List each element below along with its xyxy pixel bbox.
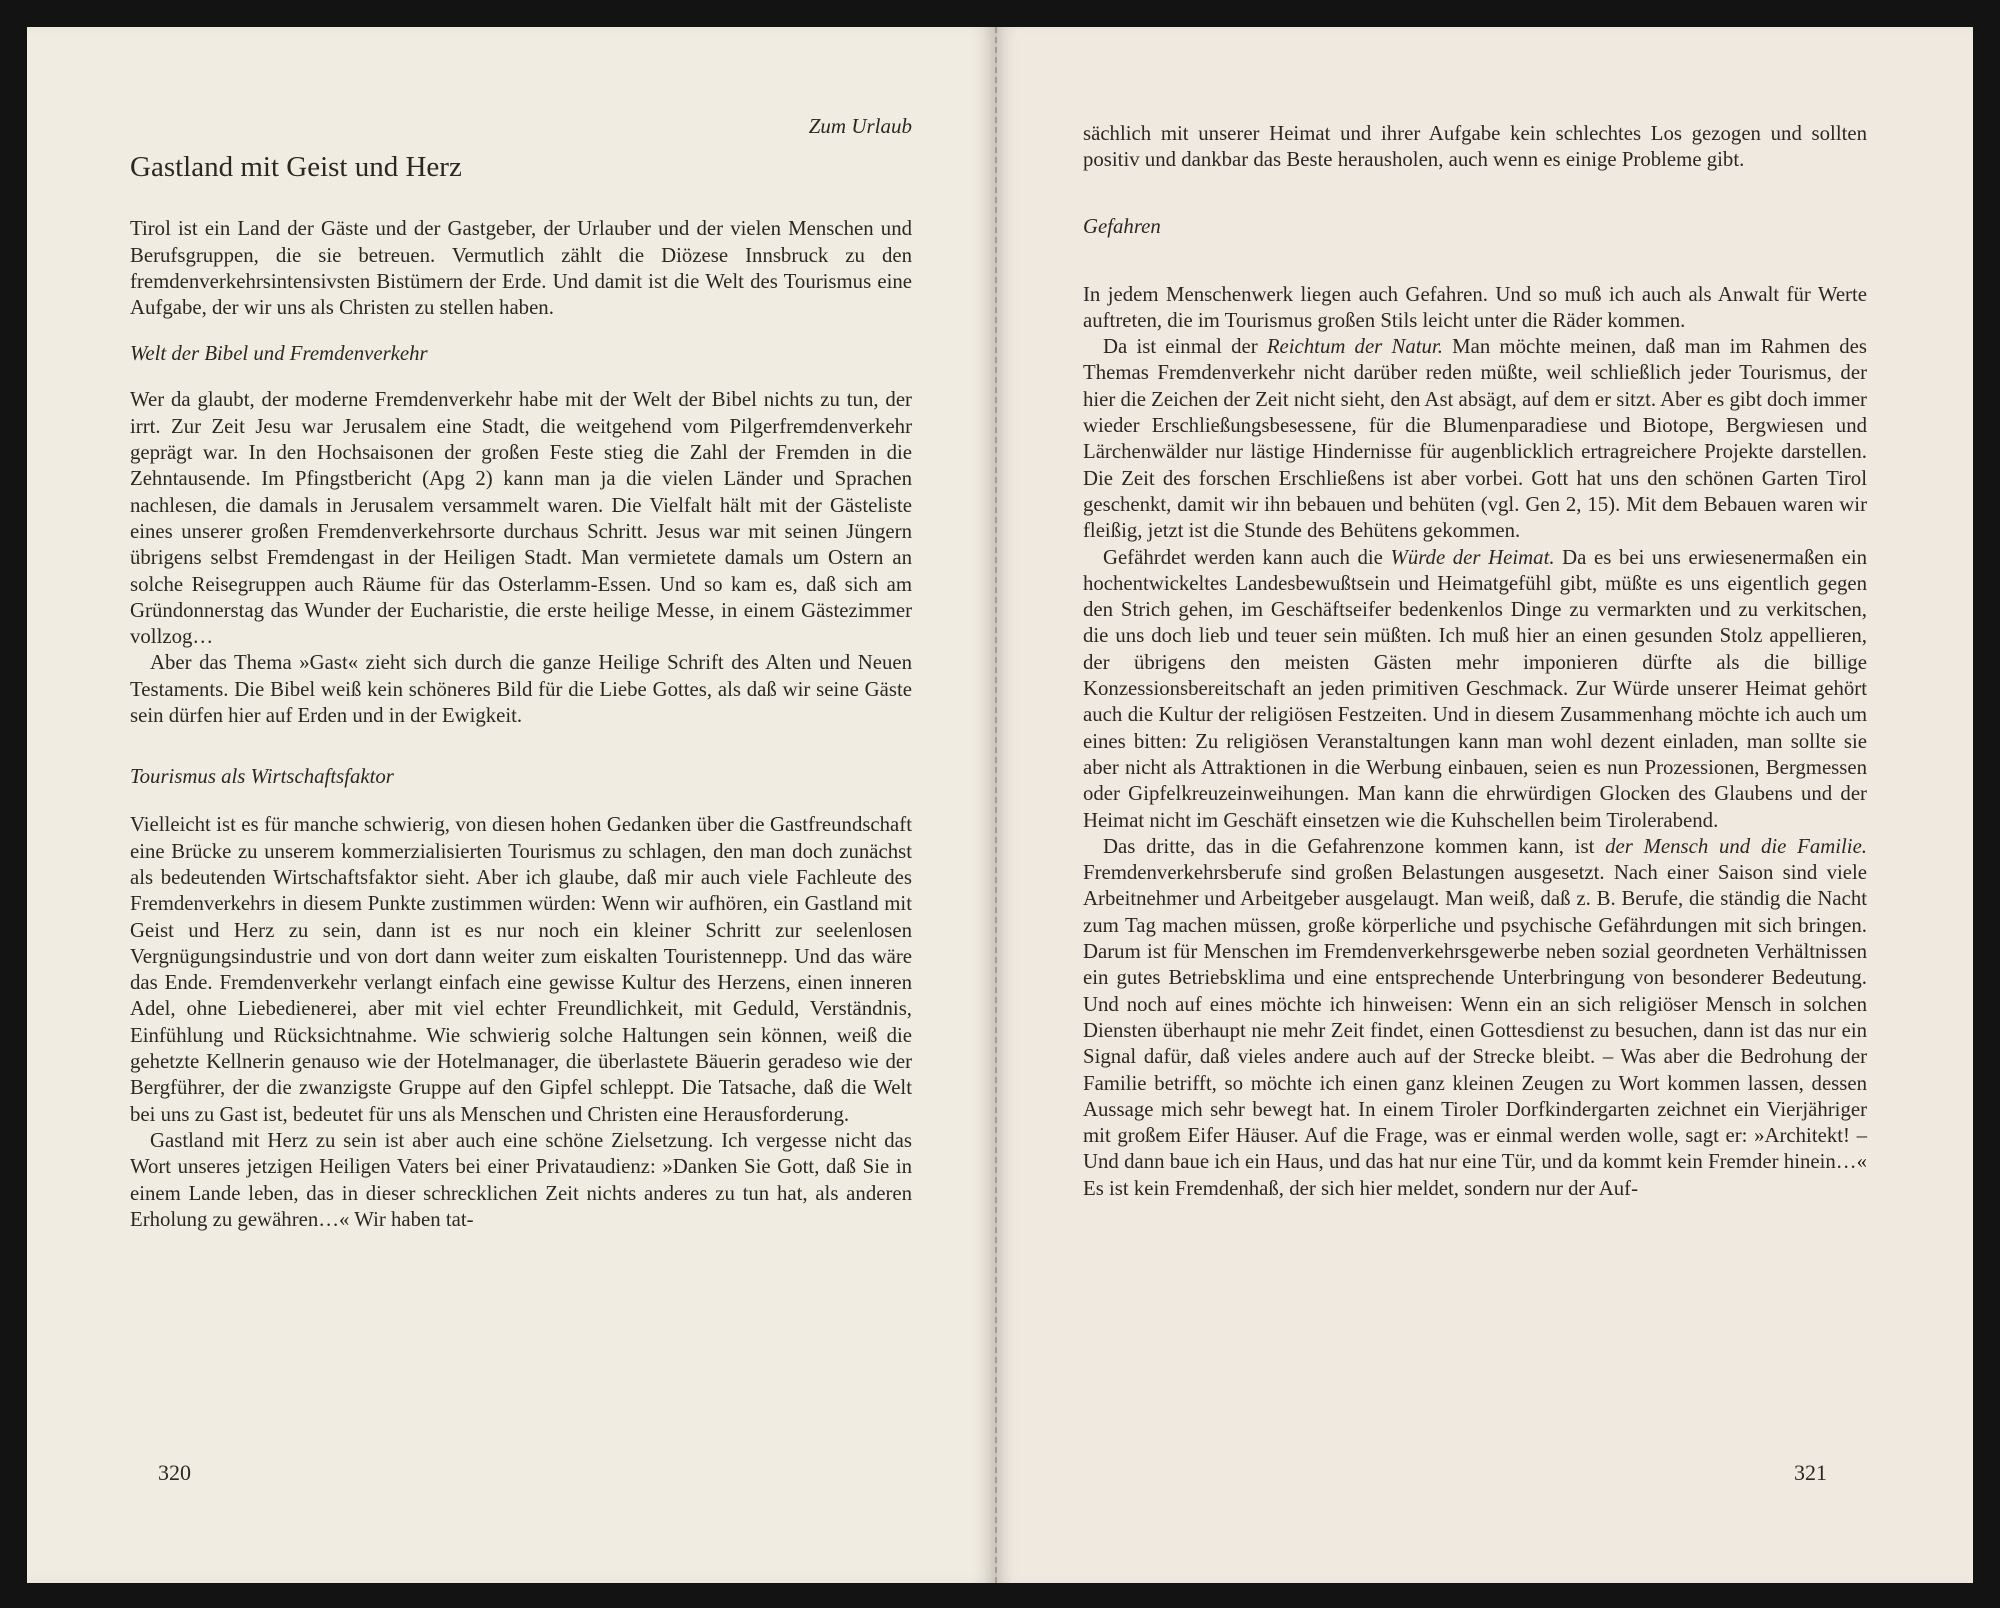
paragraph-gast: Aber das Thema »Gast« zieht sich durch die ganze Heilige Schrift des Alten und Neuen Testaments. Die Bibel weiß kein schöneres Bild für die Liebe Gottes, als daß wir seine Gäste sein dürfen hier auf Erden und in der Ewigkeit. [130, 651, 912, 728]
paragraph-familie [1083, 834, 1867, 1202]
text-run: Da ist einmal der [1103, 335, 1267, 359]
left-page-text [130, 113, 912, 1233]
paragraph-natur [1083, 334, 1867, 544]
section-heading-bibel: Welt der Bibel und Fremdenverkehr [130, 342, 428, 366]
page-number-right: 321 [1794, 1460, 1827, 1485]
paragraph-continuation: sächlich mit unserer Heimat und ihrer Aufgabe kein schlechtes Los gezogen und sollten positiv und dankbar das Beste herausholen, auch wenn es einige Probleme gibt. [1083, 122, 1867, 172]
paragraph-bibel: Wer da glaubt, der moderne Fremdenverkehr habe mit der Welt der Bibel nichts zu tun, der irrt. Zur Zeit Jesu war Jerusalem eine Stadt, die weitgehend vom Pilgerfremdenverkehr geprägt war. In den Hochsaisonen der großen Feste stieg die Zahl der Fremden in die Zehntausende. Im Pfingstbericht (Apg 2) kann man ja die vielen Länder und Sprachen nachlesen, die damals in Jerusalem versammelt waren. Die Vielfalt hält mit der Gästeliste eines unserer großen Fremdenverkehrsorte durchaus Schritt. Jesus war mit seinen Jüngern übrigens selbst Fremdengast in der Heiligen Stadt. Man vermietete damals um Ostern an solche Reisegruppen auch Räume für das Osterlamm-Essen. Und so kam es, daß sich am Gründonnerstag das Wunder der Eucharistie, die erste heilige Messe, in einem Gästezimmer vollzog… [130, 388, 912, 649]
text-run: Da es bei uns erwiesenermaßen ein hochentwickeltes Landesbewußtsein und Heimatgefühl gibt, müßte es uns eigentlich gegen den Strich gehen, im Geschäftseifer bedenkenlos Dinge zu vermarkten und zu verkitschen, die uns doch lieb und teuer sein müßten. Ich muß hier an einen gesunden Stolz appellieren, der übrigens den meisten Gästen mehr imponieren dürfte als die billige Konzessionsbereitschaft an jeden primitiven Geschmack. Zur Würde unserer Heimat gehört auch die Kultur der religiösen Festzeiten. Und in diesem Zusammenhang möchte ich auch um eines bitten: Zu religiösen Veranstaltungen kann man wohl dezent einladen, man sollte sie aber nicht als Attraktionen in die Werbung einbauen, seien es nun Prozessionen, Bergmessen oder Gipfelkreuzeinweihungen. Man kann die ehrwürdigen Glocken des Glaubens und der Heimat nicht im Geschäft einsetzen wie die Kuhschellen beim Tirolerabend. [1083, 545, 1867, 832]
section-heading-gefahren: Gefahren [1083, 214, 1161, 238]
article-title: Gastland mit Geist und Herz [130, 151, 462, 184]
paragraph-intro: Tirol ist ein Land der Gäste und der Gastgeber, der Urlauber und der vielen Menschen und Berufsgruppen, die sie betreuen. Vermutlich zählt die Diözese Innsbruck zu den fremdenverkehrsintensivsten Bistümern der Erde. Und damit ist die Welt des Tourismus eine Aufgabe, der wir uns als Christen zu stellen haben. [130, 217, 912, 320]
paragraph-heimat [1083, 545, 1867, 834]
right-page-text [1083, 121, 1867, 1202]
section-heading-tourismus: Tourismus als Wirtschaftsfaktor [130, 765, 394, 789]
book-gutter [995, 27, 999, 1583]
text-run: Das dritte, das in die Gefahrenzone kommen kann, ist [1103, 834, 1606, 858]
emphasis: der Mensch und die Familie. [1605, 834, 1867, 858]
paragraph-gefahren: In jedem Menschenwerk liegen auch Gefahren. Und so muß ich auch als Anwalt für Werte auftreten, die im Tourismus großen Stils leicht unter die Räder kommen. [1083, 282, 1867, 332]
text-run: Gefährdet werden kann auch die [1103, 545, 1391, 569]
paragraph-tourismus: Vielleicht ist es für manche schwierig, von diesen hohen Gedanken über die Gastfreundschaft eine Brücke zu unserem kommerzialisierten Tourismus zu schlagen, den man doch zunächst als bedeutenden Wirtschaftsfaktor sieht. Aber ich glaube, daß mir auch viele Fachleute des Fremdenverkehrs in diesem Punkte zustimmen würden: Wenn wir aufhören, ein Gastland mit Geist und Herz zu sein, dann ist es nur noch ein kleiner Schritt zur seelenlosen Vergnügungsindustrie und von dort dann weiter zum eiskalten Touristennepp. Und das wäre das Ende. Fremdenverkehr verlangt einfach eine gewisse Kultur des Herzens, einen inneren Adel, ohne Liebedienerei, aber mit viel echter Freundlichkeit, mit Geduld, Verständnis, Einfühlung und Rücksichtnahme. Wie schwierig solche Haltungen sein können, weiß die gehetzte Kellnerin genauso wie der Hotelmanager, die überlastete Bäuerin geradeso wie der Bergführer, der die zwanzigste Gruppe auf den Gipfel schleppt. Die Tatsache, daß die Welt bei uns zu Gast ist, bedeutet für uns als Menschen und Christen eine Herausforderung. [130, 813, 912, 1126]
emphasis: Würde der Heimat. [1390, 545, 1555, 569]
emphasis: Reichtum der Natur. [1266, 335, 1443, 359]
text-run: Man möchte meinen, daß man im Rahmen des Themas Fremdenverkehr nicht darüber reden müßte, weil schließlich jeder Tourismus, der hier die Zeichen der Zeit nicht sieht, den Ast absägt, auf dem er sitzt. Aber es gibt doch immer wieder Erschließungsbesessene, für die Blumenparadiese und Biotope, Bergwiesen und Lärchenwälder nur lästige Hindernisse für augenblicklich ertragreichere Projekte darstellen. Die Zeit des forschen Erschließens ist aber vorbei. Gott hat uns den schönen Garten Tirol geschenkt, damit wir ihn bebauen und behüten (vgl. Gen 2, 15). Mit dem Bebauen waren wir fleißig, jetzt ist die Stunde des Behütens gekommen. [1083, 335, 1868, 543]
text-run: Fremdenverkehrsberufe sind großen Belastungen ausgesetzt. Nach einer Saison sind viele Arbeitnehmer und Arbeitgeber ausgelaugt. Man weiß, daß z. B. Berufe, die ständig die Nacht zum Tag machen müssen, große körperliche und psychische Gefährdungen mit sich bringen. Darum ist für Menschen im Fremdenverkehrsgewerbe neben sozial geordneten Verhältnissen ein gutes Betriebsklima und eine entsprechende Unterbringung von besonderer Bedeutung. Und noch auf eines möchte ich hinweisen: Wenn ein an sich religiöser Mensch in solchen Diensten überhaupt nie mehr Zeit findet, einen Gottesdienst zu besuchen, dann ist das nur ein Signal dafür, daß vieles andere auch auf der Strecke bleibt. – Was aber die Bedrohung der Familie betrifft, so möchte ich einen ganz kleinen Zeugen zu Wort kommen lassen, dessen Aussage mich sehr bewegt hat. In einem Tiroler Dorfkindergarten zeichnet ein Vierjähriger mit großem Eifer Häuser. Auf die Frage, was er einmal werden wolle, sagt er: »Architekt! – Und dann baue ich ein Haus, und das hat nur eine Tür, und da kommt kein Fremder hinein…« Es ist kein Fremdenhaß, der sich hier meldet, sondern nur der Auf- [1083, 861, 1867, 1200]
paragraph-zielsetzung: Gastland mit Herz zu sein ist aber auch eine schöne Zielsetzung. Ich vergesse nicht das Wort unseres jetzigen Heiligen Vaters bei einer Privataudienz: »Danken Sie Gott, daß Sie in einem Lande leben, das in dieser schrecklichen Zeit nichts anderes zu tun hat, als anderen Erholung zu gewähren…« Wir haben tat- [130, 1128, 912, 1231]
page-number-left: 320 [158, 1460, 191, 1485]
running-head: Zum Urlaub [808, 114, 912, 138]
